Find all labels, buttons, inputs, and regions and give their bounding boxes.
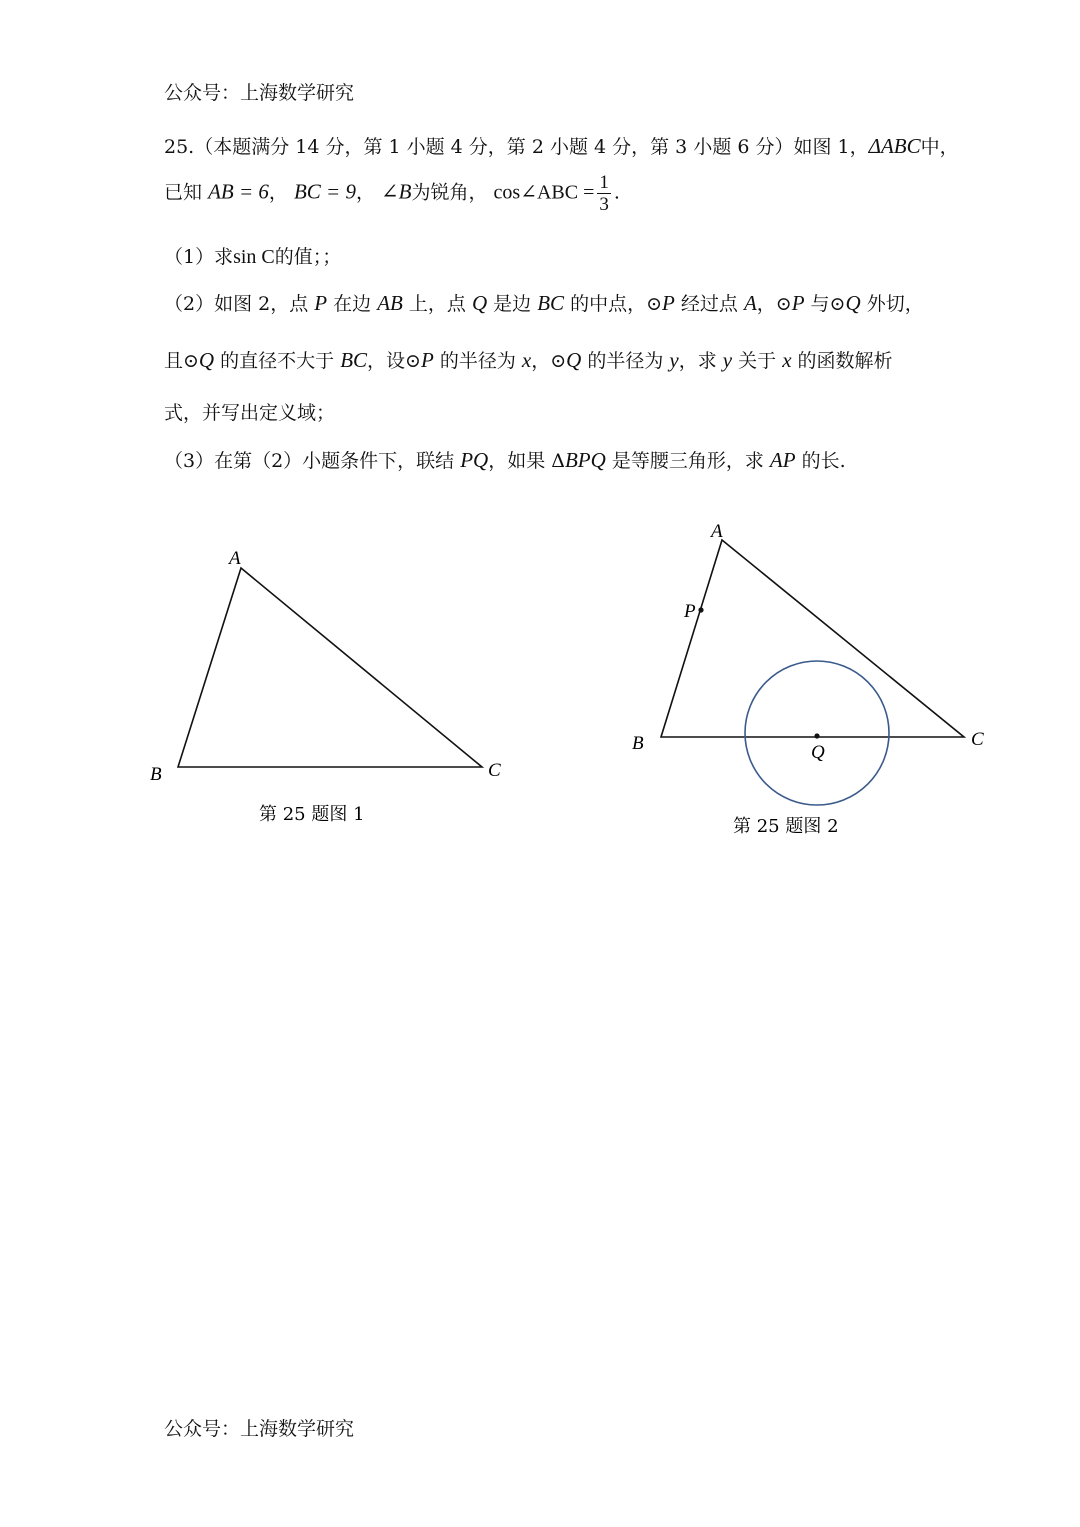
text-segment: ，求 <box>678 350 723 372</box>
triangle-abc: ΔABC <box>868 134 921 158</box>
text-segment: 上，点 <box>402 293 472 315</box>
problem-intro-end: 中， <box>920 136 959 158</box>
math-symbol: x <box>782 348 792 372</box>
text-segment: 的长. <box>795 450 846 472</box>
fraction-numerator: 1 <box>599 172 609 193</box>
math-symbol: A <box>743 291 757 315</box>
angle-b: ∠B <box>381 179 412 204</box>
question-2-line-3: 式，并写出定义域； <box>164 402 336 424</box>
label-c-fig1: C <box>488 760 501 781</box>
text-segment: 关于 <box>732 350 783 372</box>
math-symbol: P <box>791 291 805 315</box>
point-q <box>814 733 819 738</box>
bc-expression: BC = 9 <box>293 179 356 204</box>
text-segment: （2）如图 2，点 <box>164 293 315 315</box>
text-segment: 的半径为 <box>433 350 522 372</box>
question-2-line-2 <box>164 346 893 373</box>
math-symbol: Q <box>198 348 215 372</box>
math-symbol: P <box>314 291 328 315</box>
text-segment: ，设⊙ <box>367 350 421 372</box>
math-symbol: y <box>669 348 679 372</box>
text-segment: 是等腰三角形，求 <box>605 450 770 472</box>
text-segment: （3）在第（2）小题条件下，联结 <box>164 450 461 472</box>
problem-intro: 如图 1， <box>793 136 869 158</box>
q1-expression: sin C <box>233 246 275 268</box>
acute-text: 为锐角， <box>411 181 488 204</box>
question-1 <box>164 242 341 269</box>
label-b-fig2: B <box>632 733 644 754</box>
label-q-fig2: Q <box>811 742 825 763</box>
fraction-denominator: 3 <box>599 194 609 215</box>
page-footer: 公众号：上海数学研究 <box>164 1418 355 1440</box>
label-a-fig1: A <box>229 548 241 569</box>
sep1: ， <box>268 181 288 204</box>
text-segment: 与⊙ <box>804 293 846 315</box>
circle-q <box>745 661 889 805</box>
problem-line-2 <box>164 172 620 215</box>
math-symbol: AP <box>769 448 796 472</box>
text-segment: 的函数解析 <box>791 350 893 372</box>
text-segment: 是边 <box>487 293 538 315</box>
math-symbol: x <box>521 348 532 372</box>
problem-scoring: （本题满分 14 分，第 1 小题 4 分，第 2 小题 4 分，第 3 小题 6 分） <box>194 136 794 158</box>
label-b-fig1: B <box>150 764 162 785</box>
question-3 <box>164 446 846 473</box>
triangle-abc-fig1 <box>178 568 482 767</box>
math-symbol: Q <box>471 291 488 315</box>
text-segment: 的直径不大于 <box>214 350 341 372</box>
text-segment: ，⊙ <box>531 350 567 372</box>
math-symbol: Q <box>845 291 861 315</box>
text-segment: 的半径为 <box>581 350 670 372</box>
problem-number: 25. <box>164 136 195 158</box>
ab-expression: AB = 6 <box>208 179 269 204</box>
text-segment: 的中点，⊙ <box>564 293 663 315</box>
caption-fig2: 第 25 题图 2 <box>733 816 839 837</box>
period: . <box>613 181 620 204</box>
math-symbol: BC <box>340 348 368 372</box>
label-c-fig2: C <box>971 729 984 750</box>
fraction-one-third <box>597 172 611 215</box>
page-header: 公众号：上海数学研究 <box>164 82 355 104</box>
given-prefix: 已知 <box>164 181 203 204</box>
math-symbol: y <box>722 348 733 372</box>
math-symbol: BPQ <box>564 448 606 472</box>
math-symbol: P <box>662 291 675 315</box>
text-segment: ，⊙ <box>756 293 792 315</box>
sep2: ， <box>355 181 375 204</box>
question-2-line-1 <box>164 289 924 316</box>
label-p-fig2: P <box>684 601 696 622</box>
text-segment: 在边 <box>327 293 378 315</box>
text-segment: 且⊙ <box>164 350 199 372</box>
math-symbol: AB <box>377 291 403 315</box>
math-symbol: Q <box>566 348 582 372</box>
point-p <box>698 607 703 612</box>
math-symbol: BC <box>537 291 565 315</box>
text-segment: ，如果 Δ <box>488 450 565 472</box>
text-segment: 经过点 <box>674 293 744 315</box>
q1-suffix: 的值；； <box>274 246 342 268</box>
triangle-abc-fig2 <box>661 540 964 737</box>
math-symbol: P <box>420 348 434 372</box>
math-symbol: PQ <box>460 448 489 472</box>
cos-expression: cos∠ABC = <box>493 181 595 204</box>
text-segment: 外切， <box>860 293 924 315</box>
problem-line-1 <box>164 132 959 159</box>
caption-fig1: 第 25 题图 1 <box>259 804 365 825</box>
label-a-fig2: A <box>711 521 723 542</box>
q1-prefix: （1）求 <box>164 246 234 268</box>
